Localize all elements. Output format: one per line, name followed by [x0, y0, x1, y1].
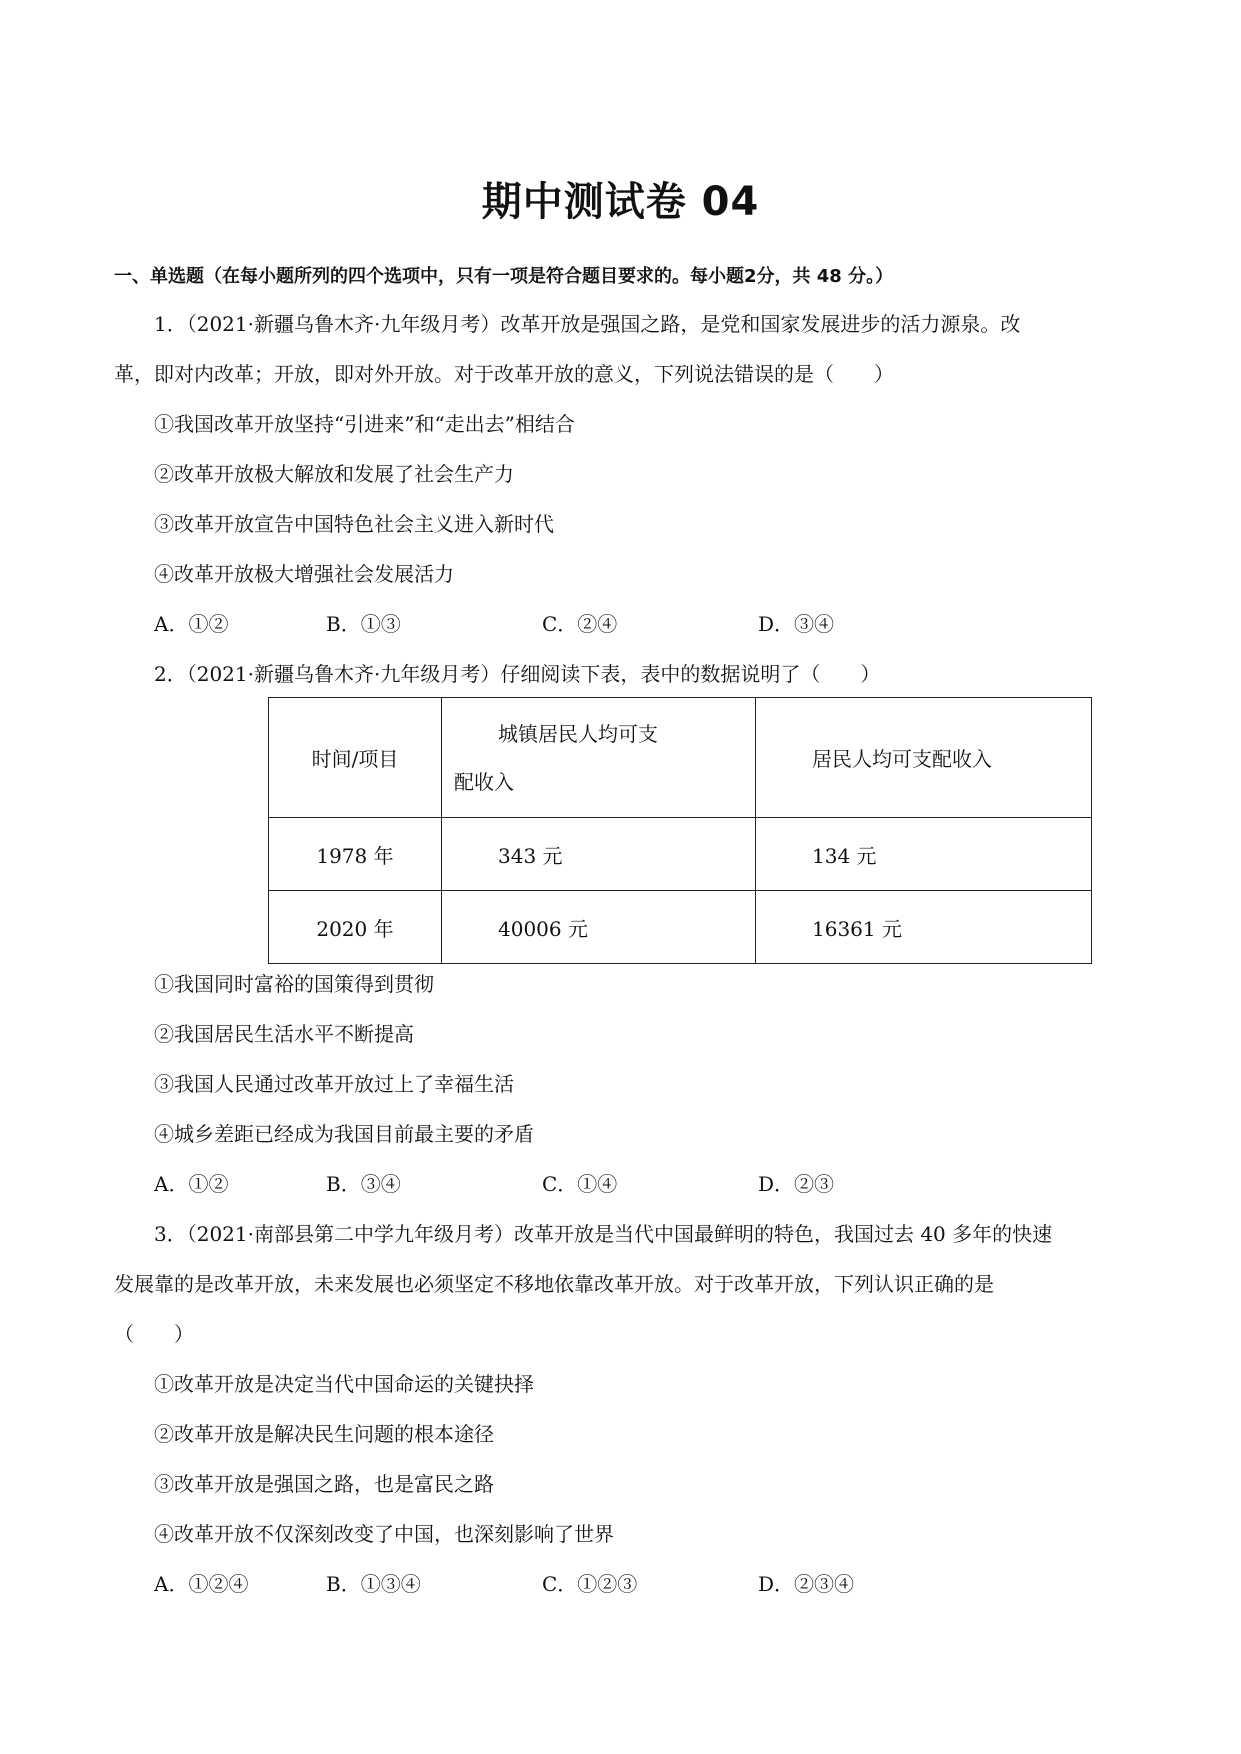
table-header-cell — [442, 698, 756, 818]
question-1-statement-2: ②改革开放极大解放和发展了社会生产力 — [154, 462, 514, 486]
table-row — [269, 891, 1092, 964]
question-1-stem-line-1: 1．（2021·新疆乌鲁木齐·九年级月考）改革开放是强国之路，是党和国家发展进步的活力源泉。改 — [154, 312, 1021, 336]
question-3-statement-4: ④改革开放不仅深刻改变了中国，也深刻影响了世界 — [154, 1522, 614, 1546]
question-2-statement-3: ③我国人民通过改革开放过上了幸福生活 — [154, 1072, 514, 1096]
choice-b[interactable]: B．①③ — [326, 612, 401, 636]
choice-c[interactable]: C．①④ — [542, 1172, 618, 1196]
question-1-stem-line-2: 革，即对内改革；开放，即对外开放。对于改革开放的意义，下列说法错误的是（ ） — [114, 362, 894, 386]
question-1-choices — [154, 608, 954, 638]
question-3-statement-2: ②改革开放是解决民生问题的根本途径 — [154, 1422, 494, 1446]
question-2-statement-1: ①我国同时富裕的国策得到贯彻 — [154, 972, 434, 996]
table-cell: 2020 年 — [269, 891, 442, 964]
table-header-cell: 居民人均可支配收入 — [756, 698, 1092, 818]
question-3-stem-line-3: （ ） — [114, 1322, 194, 1346]
question-3-stem-line-2: 发展靠的是改革开放，未来发展也必须坚定不移地依靠改革开放。对于改革开放，下列认识正确的是 — [114, 1272, 994, 1296]
table-cell: 16361 元 — [756, 891, 1092, 964]
table-cell: 343 元 — [442, 818, 756, 891]
choice-d[interactable]: D．③④ — [758, 612, 835, 636]
question-3-statement-1: ①改革开放是决定当代中国命运的关键抉择 — [154, 1372, 534, 1396]
choice-d[interactable]: D．②③④ — [758, 1572, 855, 1596]
table-header-cell: 时间/项目 — [269, 698, 442, 818]
table-header-text: 配收入 — [454, 769, 514, 794]
table-header-row — [269, 698, 1092, 818]
question-1-statement-1: ①我国改革开放坚持“引进来”和“走出去”相结合 — [154, 412, 575, 436]
table-cell: 1978 年 — [269, 818, 442, 891]
table-cell: 134 元 — [756, 818, 1092, 891]
question-3-statement-3: ③改革开放是强国之路，也是富民之路 — [154, 1472, 494, 1496]
choice-c[interactable]: C．①②③ — [542, 1572, 638, 1596]
choice-c[interactable]: C．②④ — [542, 612, 618, 636]
question-2-statement-2: ②我国居民生活水平不断提高 — [154, 1022, 414, 1046]
section-heading: 一、单选题（在每小题所列的四个选项中，只有一项是符合题目要求的。每小题2分，共 48 分。） — [114, 266, 894, 287]
question-1-statement-3: ③改革开放宣告中国特色社会主义进入新时代 — [154, 512, 554, 536]
choice-a[interactable]: A．①②④ — [154, 1572, 249, 1596]
table-header-text: 城镇居民人均可支 — [498, 721, 658, 746]
choice-d[interactable]: D．②③ — [758, 1172, 835, 1196]
choice-a[interactable]: A．①② — [154, 612, 229, 636]
question-1-statement-4: ④改革开放极大增强社会发展活力 — [154, 562, 454, 586]
choice-a[interactable]: A．①② — [154, 1172, 229, 1196]
choice-b[interactable]: B．①③④ — [326, 1572, 421, 1596]
choice-b[interactable]: B．③④ — [326, 1172, 401, 1196]
table-row — [269, 818, 1092, 891]
question-3-choices — [154, 1568, 954, 1598]
income-table — [268, 697, 1092, 964]
table-cell: 40006 元 — [442, 891, 756, 964]
question-2-choices — [154, 1168, 954, 1198]
question-3-stem-line-1: 3．（2021·南部县第二中学九年级月考）改革开放是当代中国最鲜明的特色，我国过去 40 多年的快速 — [154, 1222, 1053, 1246]
question-2-stem-line-1: 2．（2021·新疆乌鲁木齐·九年级月考）仔细阅读下表，表中的数据说明了（ ） — [154, 662, 881, 686]
question-2-statement-4: ④城乡差距已经成为我国目前最主要的矛盾 — [154, 1122, 534, 1146]
page-title: 期中测试卷 04 — [481, 179, 760, 225]
